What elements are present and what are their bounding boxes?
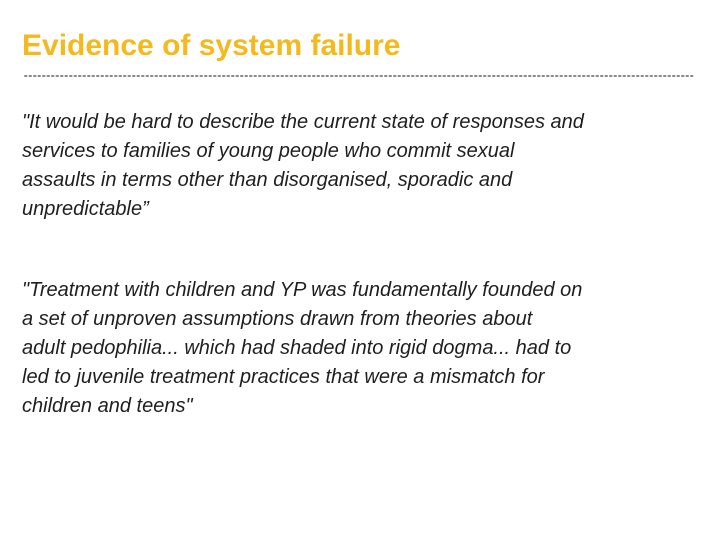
quote-system-responses: "It would be hard to describe the current state of responses and services to families of young people who commit sexual assaults in terms other than disorganised, sporadic and unpredictable” [22,111,584,220]
slide-title: Evidence of system failure [22,29,401,62]
quote-treatment-assumptions: "Treatment with children and YP was fundamentally founded on a set of unproven assumptions drawn from theories about adult pedophilia... which had shaded into rigid dogma... had to led to juvenile treatment practices that were a mismatch for children and teens" [22,279,583,417]
dotted-divider [24,74,696,78]
